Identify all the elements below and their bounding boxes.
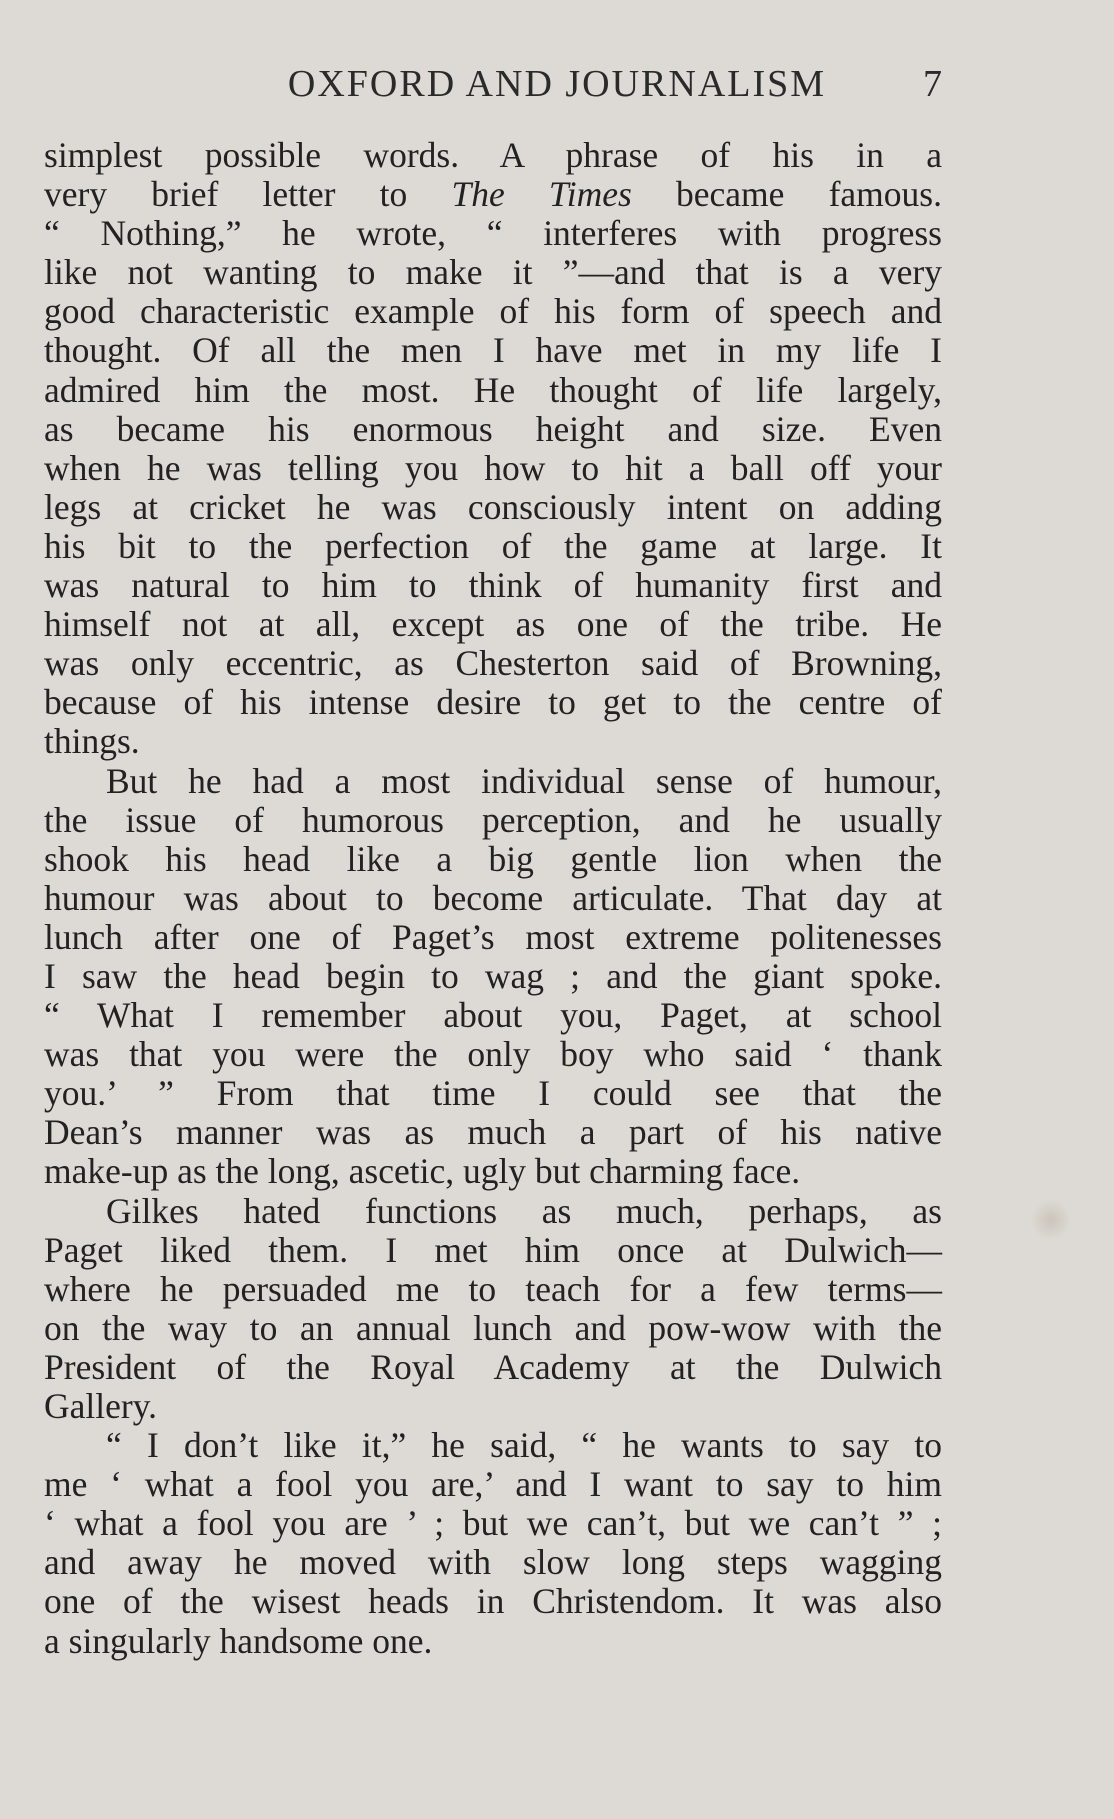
text-line: himself not at all, except as one of the tribe. He: [44, 604, 942, 645]
text-line: Paget liked them. I met him once at Dulwich—: [44, 1229, 942, 1270]
text-line: you.’ ” From that time I could see that the: [44, 1073, 942, 1114]
text-line: admired him the most. He thought of life largely,: [44, 369, 942, 410]
text-line: Gilkes hated functions as much, perhaps, as: [106, 1190, 942, 1231]
text-line: his bit to the perfection of the game at large. It: [44, 525, 942, 566]
paragraph-3: [44, 1192, 942, 1427]
text-line: shook his head like a big gentle lion when the: [44, 838, 942, 879]
text-line: the issue of humorous perception, and he usually: [44, 799, 942, 840]
text-line: when he was telling you how to hit a ball off your: [44, 447, 942, 488]
paper-stain: [1030, 1200, 1072, 1240]
paragraph-4: [44, 1426, 942, 1661]
text-line: very brief letter to The Times became famous.: [44, 174, 942, 215]
running-head: OXFORD AND JOURNALISM: [287, 63, 827, 105]
text-line: was only eccentric, as Chesterton said of Browning,: [44, 643, 942, 684]
text-line: simplest possible words. A phrase of his in a: [44, 135, 942, 175]
text-line: was natural to him to think of humanity first and: [44, 565, 942, 606]
text-line: where he persuaded me to teach for a few terms—: [44, 1268, 942, 1309]
text-line: I saw the head begin to wag ; and the giant spoke.: [44, 955, 942, 996]
text-line: thought. Of all the men I have met in my life I: [44, 330, 942, 371]
page-header: [0, 62, 1114, 112]
text-line: as became his enormous height and size. Even: [44, 408, 942, 449]
text-line: like not wanting to make it ”—and that is a very: [44, 252, 942, 293]
text-line: make-up as the long, ascetic, ugly but charming face.: [44, 1151, 801, 1192]
text-line: lunch after one of Paget’s most extreme politenesses: [44, 916, 942, 957]
text-line: was that you were the only boy who said ‘ thank: [44, 1034, 942, 1075]
text-line: me ‘ what a fool you are,’ and I want to say to him: [44, 1464, 942, 1505]
page-number: 7: [923, 63, 942, 105]
text-line: good characteristic example of his form of speech and: [44, 291, 942, 332]
body-text: [44, 136, 942, 1661]
text-line: a singularly handsome one.: [44, 1620, 433, 1661]
text-line: humour was about to become articulate. That day at: [44, 877, 942, 918]
text-line: and away he moved with slow long steps wagging: [44, 1542, 942, 1583]
text-line: on the way to an annual lunch and pow-wow with the: [44, 1307, 942, 1348]
paragraph-1: [44, 136, 942, 762]
text-line: because of his intense desire to get to the centre of: [44, 682, 942, 723]
newspaper-title: The Times: [451, 174, 632, 215]
paragraph-2: [44, 762, 942, 1192]
text-line: President of the Royal Academy at the Dulwich: [44, 1346, 942, 1387]
text-line: Dean’s manner was as much a part of his native: [44, 1112, 942, 1153]
text-line: legs at cricket he was consciously intent on adding: [44, 486, 942, 527]
text-line: one of the wisest heads in Christendom. It was also: [44, 1581, 942, 1622]
text-line: “ I don’t like it,” he said, “ he wants to say to: [106, 1425, 942, 1466]
text-line: Gallery.: [44, 1386, 158, 1426]
text-line: “ Nothing,” he wrote, “ interferes with progress: [44, 213, 942, 254]
text-line: ‘ what a fool you are ’ ; but we can’t, but we can’t ” ;: [44, 1503, 942, 1544]
text-line: “ What I remember about you, Paget, at school: [44, 995, 942, 1036]
text-line: But he had a most individual sense of humour,: [106, 760, 942, 801]
text-line: things.: [44, 721, 140, 762]
